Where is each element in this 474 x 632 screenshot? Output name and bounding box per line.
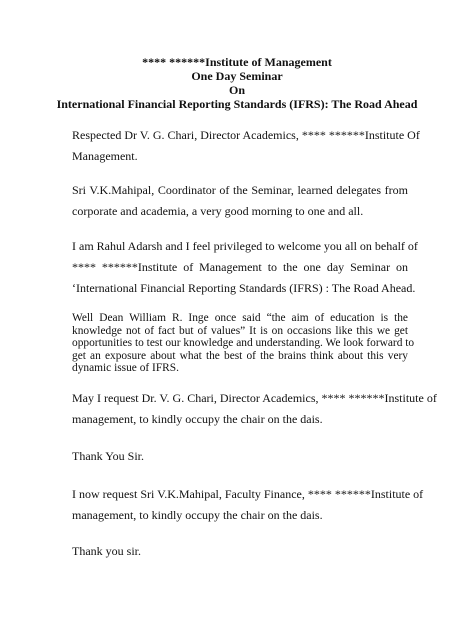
topic-heading: International Financial Reporting Standards (IFRS): The Road Ahead [56, 97, 418, 111]
text-line: management, to kindly occupy the chair on the dais. [72, 508, 323, 522]
text-line: knowledge not of fact but of values” It is on occasions like this we get [72, 324, 408, 337]
text-line: dynamic issue of IFRS. [72, 362, 179, 375]
text-line: management, to kindly occupy the chair on the dais. [72, 412, 323, 426]
paragraph-request-coordinator [72, 484, 424, 526]
text-line: opportunities to test our knowledge and understanding. We look forward to [72, 337, 415, 350]
text-line: May I request Dr. V. G. Chari, Director Academics, **** ******Institute of [72, 391, 437, 405]
text-line: **** ******Institute of Management to the one day Seminar on [72, 260, 408, 274]
paragraph-request-director [72, 388, 437, 430]
paragraph-welcome [72, 236, 418, 299]
text-line: I am Rahul Adarsh and I feel privileged to welcome you all on behalf of [72, 239, 418, 253]
on-heading: On [228, 83, 245, 97]
text-line: corporate and academia, a very good morning to one and all. [72, 204, 364, 218]
text-line: I now request Sri V.K.Mahipal, Faculty Finance, **** ******Institute of [72, 487, 424, 501]
text-line: get an exposure about what the best of the brains think about this very [72, 349, 408, 362]
text-line: ‘International Financial Reporting Standards (IFRS) : The Road Ahead. [72, 281, 416, 295]
paragraph-greeting-coordinator [72, 180, 408, 222]
text-line: Respected Dr V. G. Chari, Director Academics, **** ******Institute Of [72, 128, 420, 142]
text-line: Sri V.K.Mahipal, Coordinator of the Seminar, learned delegates from [72, 183, 408, 197]
paragraph-quote [72, 312, 415, 375]
institute-heading: **** ******Institute of Management [142, 55, 332, 69]
text-line: Thank You Sir. [72, 449, 145, 463]
text-line: Thank you sir. [72, 544, 141, 558]
paragraph-thanks-2 [72, 541, 408, 562]
text-line: Management. [72, 149, 138, 163]
paragraph-greeting-director [72, 125, 420, 167]
paragraph-thanks-1 [72, 446, 408, 467]
event-heading: One Day Seminar [191, 69, 283, 83]
text-line: Well Dean William R. Inge once said “the aim of education is the [72, 312, 408, 324]
